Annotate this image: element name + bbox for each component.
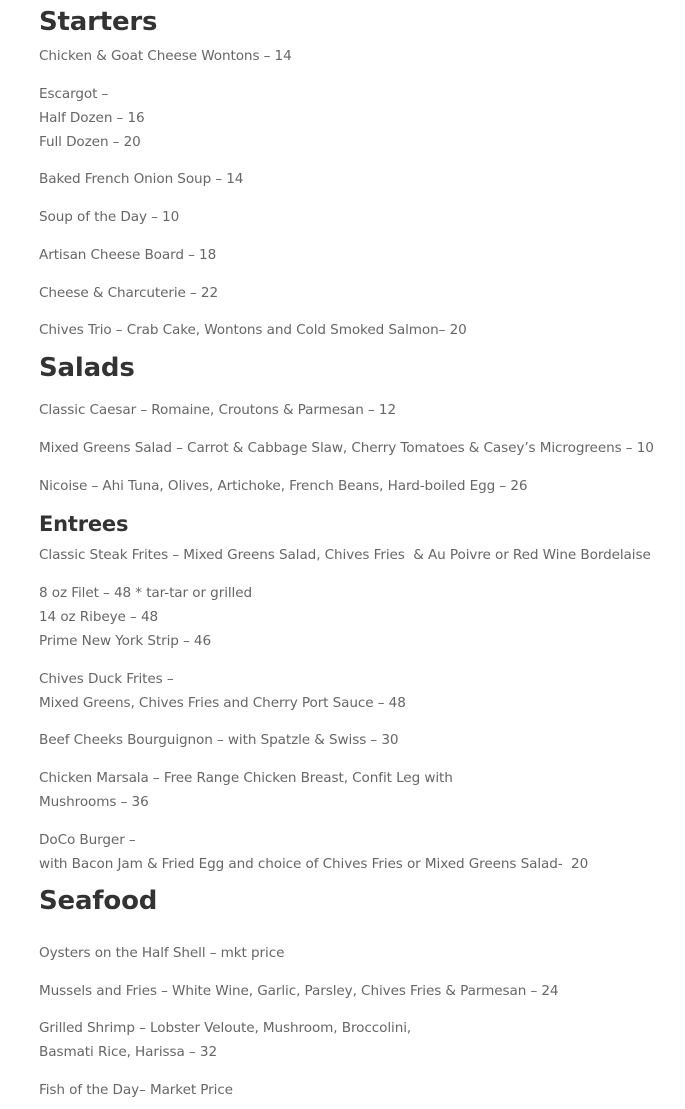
menu-item: [39, 1079, 233, 1103]
menu-item-text: Mixed Greens Salad – Carrot & Cabbage Slaw, Cherry Tomatoes & Casey’s Microgreens – 10: [39, 440, 654, 456]
menu-item-text: DoCo Burger –: [39, 832, 136, 848]
menu-item: [39, 1017, 411, 1065]
menu-item-text: Chicken Marsala – Free Range Chicken Breast, Confit Leg with: [39, 770, 453, 786]
menu-item: [39, 767, 453, 815]
menu-item: [39, 168, 243, 192]
menu-item-text: Chives Trio – Crab Cake, Wontons and Cold Smoked Salmon– 20: [39, 322, 467, 338]
menu-item-text: Nicoise – Ahi Tuna, Olives, Artichoke, French Beans, Hard-boiled Egg – 26: [39, 478, 528, 494]
menu-item: [39, 980, 558, 1004]
menu-item-text: Fish of the Day– Market Price: [39, 1082, 233, 1098]
menu-item: [39, 206, 179, 230]
section-title-seafood: Seafood: [39, 886, 158, 916]
menu-item-text: Full Dozen – 20: [39, 133, 141, 150]
menu-item: [39, 668, 406, 716]
section-title-salads: Salads: [39, 353, 135, 383]
section-title-entrees: Entrees: [39, 512, 129, 536]
menu-item-text: Mushrooms – 36: [39, 793, 149, 810]
menu-item-text: Mussels and Fries – White Wine, Garlic, Parsley, Chives Fries & Parmesan – 24: [39, 983, 559, 999]
menu-item-text: with Bacon Jam & Fried Egg and choice of Chives Fries or Mixed Greens Salad- 20: [39, 855, 589, 872]
menu-item: [39, 437, 654, 461]
menu-item-text: Mixed Greens, Chives Fries and Cherry Port Sauce – 48: [39, 694, 406, 711]
menu-item: [39, 829, 588, 877]
menu-item-text: Cheese & Charcuterie – 22: [39, 285, 218, 301]
menu-item-text: Artisan Cheese Board – 18: [39, 247, 217, 263]
menu-item-text: Grilled Shrimp – Lobster Veloute, Mushroom, Broccolini,: [39, 1020, 412, 1036]
menu-item-text: Baked French Onion Soup – 14: [39, 171, 244, 187]
menu-item-text: Beef Cheeks Bourguignon – with Spatzle & Swiss – 30: [39, 732, 399, 748]
menu-item-text: Half Dozen – 16: [39, 109, 145, 126]
menu-item: [39, 282, 218, 306]
menu-item-text: Escargot –: [39, 86, 109, 102]
menu-item: [39, 83, 145, 154]
menu-item-text: 14 oz Ribeye – 48: [39, 608, 159, 625]
menu-item-text: Soup of the Day – 10: [39, 209, 180, 225]
menu-item-text: Prime New York Strip – 46: [39, 632, 212, 649]
menu-item-text: Chicken & Goat Cheese Wontons – 14: [39, 48, 292, 64]
menu-item-text: 8 oz Filet – 48 * tar-tar or grilled: [39, 585, 253, 601]
menu-item: [39, 45, 292, 69]
menu-item-text: Oysters on the Half Shell – mkt price: [39, 945, 285, 961]
menu-item-text: Classic Steak Frites – Mixed Greens Salad, Chives Fries & Au Poivre or Red Wine Bordelaise: [39, 547, 651, 563]
menu-item: [39, 582, 252, 653]
menu-item: [39, 399, 396, 423]
menu-item: [39, 319, 467, 343]
menu-item-text: Classic Caesar – Romaine, Croutons & Parmesan – 12: [39, 402, 397, 418]
menu-item: [39, 244, 216, 268]
menu-item-text: Chives Duck Frites –: [39, 671, 174, 687]
section-title-starters: Starters: [39, 7, 158, 37]
menu-item: [39, 729, 398, 753]
menu-item: [39, 475, 527, 499]
menu-item-text: Basmati Rice, Harissa – 32: [39, 1043, 217, 1060]
menu-item: [39, 942, 284, 966]
menu-item: [39, 544, 651, 568]
